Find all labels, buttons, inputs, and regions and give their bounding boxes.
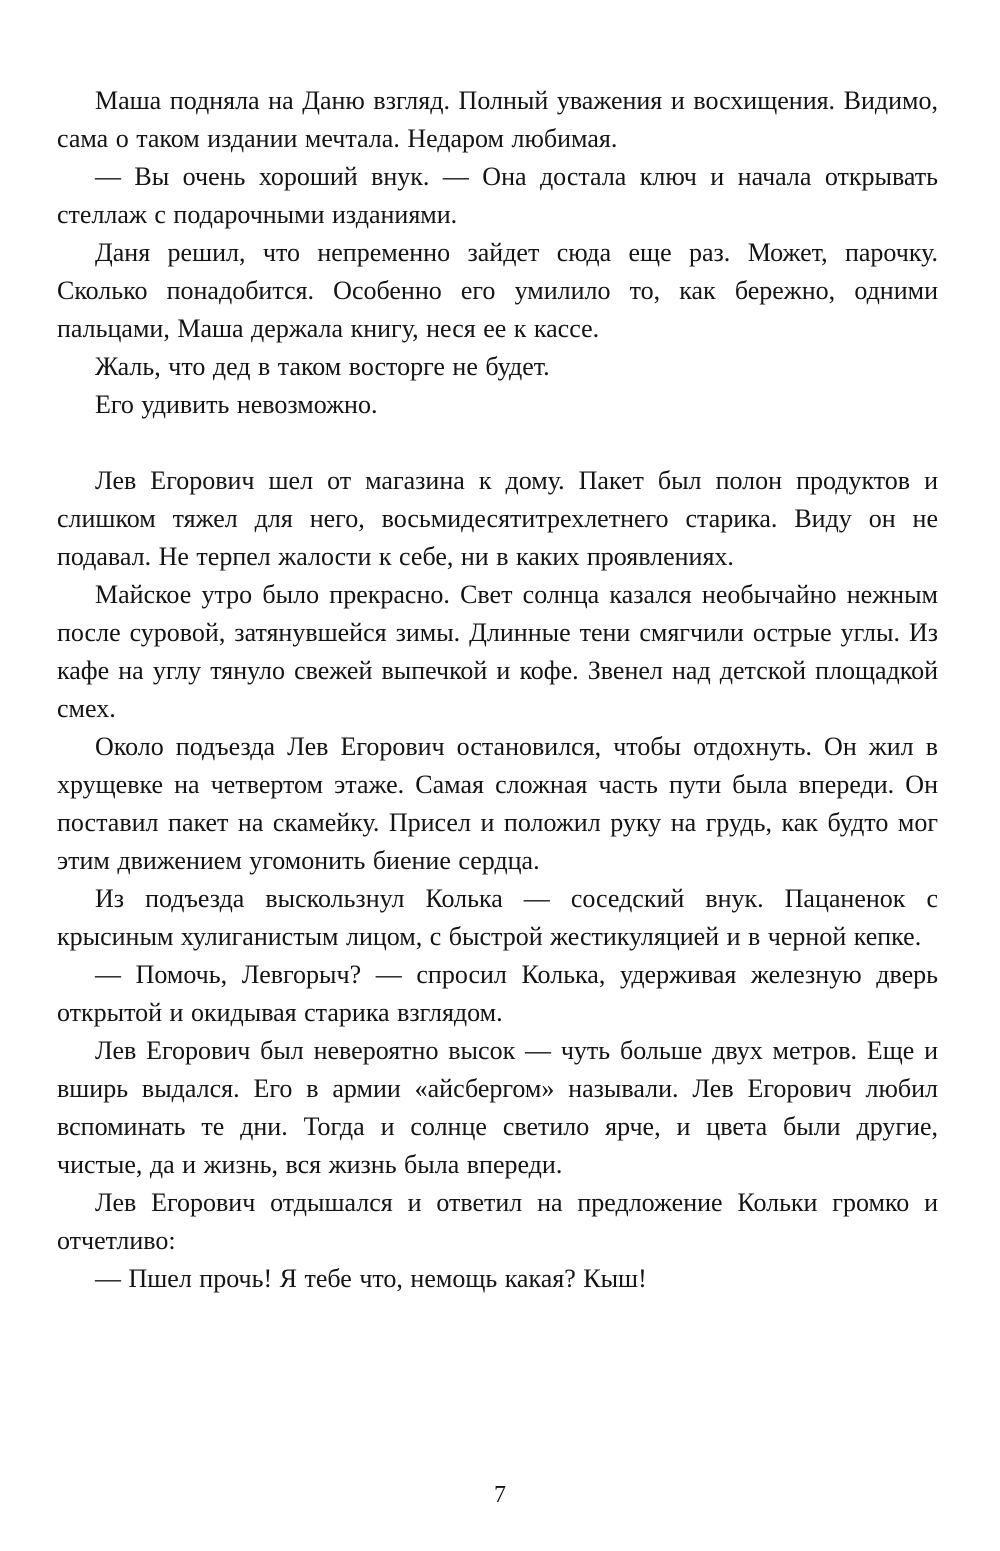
paragraph: Лев Егорович был невероятно высок — чуть больше двух метров. Еще и вширь выдался. Его в армии «айсбергом» называли. Лев Егорович любил вспоминать те дни. Тогда и солнце светило ярче, и цвета были другие, чистые, да и жизнь, вся жизнь была впереди. [57, 1036, 938, 1179]
paragraph: Лев Егорович отдышался и ответил на предложение Кольки громко и отчетливо: [57, 1188, 938, 1255]
paragraph: Из подъезда выскользнул Колька — соседский внук. Пацаненок с крысиным хулиганистым лицом, с быстрой жестикуляцией и в черной кепке. [57, 884, 938, 951]
paragraph: Маша подняла на Даню взгляд. Полный уважения и восхищения. Видимо, сама о таком издании мечтала. Недаром любимая. [57, 86, 938, 153]
paragraph: Жаль, что дед в таком восторге не будет. [95, 352, 550, 381]
paragraph: — Помочь, Левгорыч? — спросил Колька, удерживая железную дверь открытой и окидывая старика взглядом. [57, 960, 938, 1027]
page-number: 7 [494, 1482, 506, 1508]
paragraph: Около подъезда Лев Егорович остановился, чтобы отдохнуть. Он жил в хрущевке на четвертом этаже. Самая сложная часть пути была впереди. Он поставил пакет на скамейку. Присел и положил руку на грудь, как будто мог этим движением угомонить биение сердца. [57, 732, 938, 875]
text-block [57, 82, 938, 1298]
paragraph: Даня решил, что непременно зайдет сюда еще раз. Может, парочку. Сколько понадобится. Особенно его умилило то, как бережно, одними пальцами, Маша держала книгу, неся ее к кассе. [57, 238, 938, 343]
paragraph: Майское утро было прекрасно. Свет солнца казался необычайно нежным после суровой, затянувшейся зимы. Длинные тени смягчили острые углы. Из кафе на углу тянуло свежей выпечкой и кофе. Звенел над детской площадкой смех. [57, 580, 938, 723]
paragraph: — Вы очень хороший внук. — Она достала ключ и начала открывать стеллаж с подарочными изданиями. [57, 162, 938, 229]
paragraph: Его удивить невозможно. [95, 390, 378, 419]
paragraph: Лев Егорович шел от магазина к дому. Пакет был полон продуктов и слишком тяжел для него, восьмидесятитрехлетнего старика. Виду он не подавал. Не терпел жалости к себе, ни в каких проявлениях. [57, 466, 938, 571]
paragraph: — Пшел прочь! Я тебе что, немощь какая? Кыш! [95, 1264, 647, 1293]
